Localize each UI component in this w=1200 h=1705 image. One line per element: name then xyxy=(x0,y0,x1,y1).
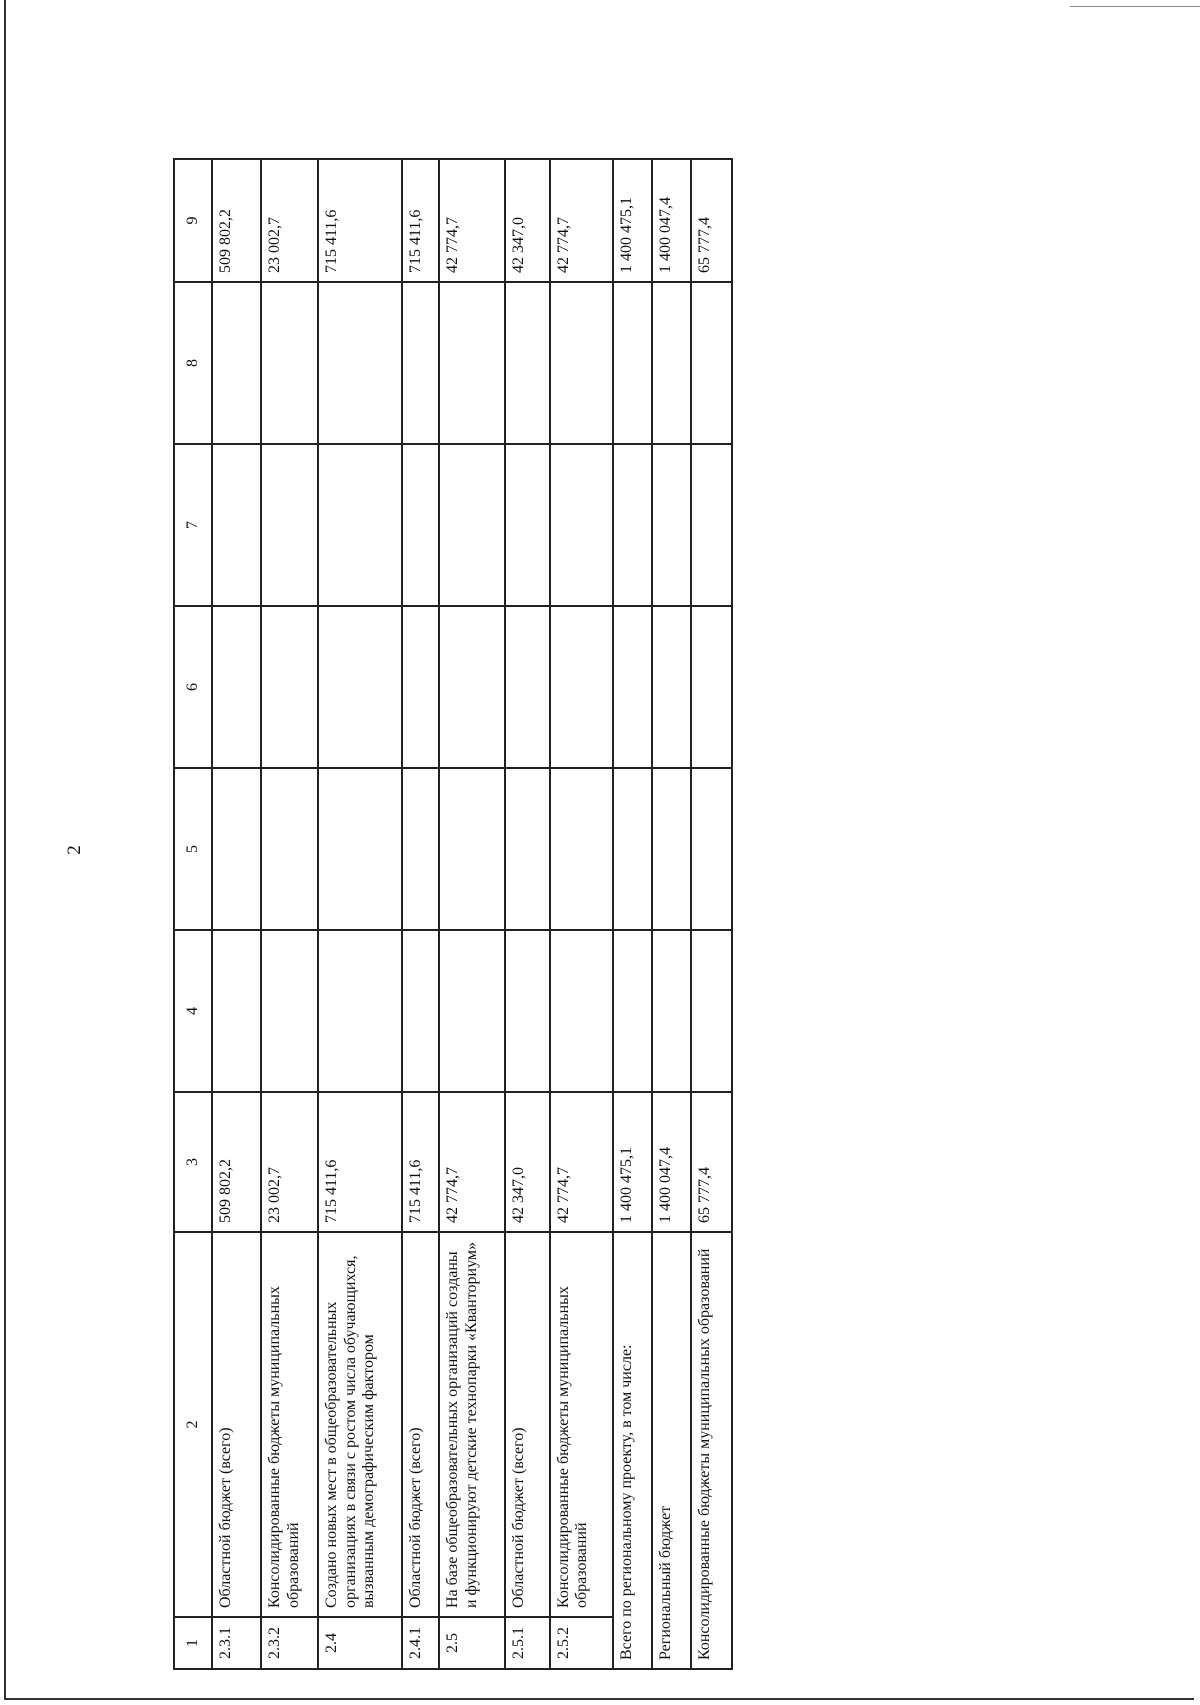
column-header: 3 xyxy=(174,1092,212,1232)
empty-cell xyxy=(212,606,261,768)
column-header: 2 xyxy=(174,1232,212,1617)
empty-cell xyxy=(402,768,439,930)
empty-cell xyxy=(613,768,652,930)
empty-cell xyxy=(652,606,691,768)
empty-cell xyxy=(318,768,402,930)
row-name: Областной бюджет (всего) xyxy=(505,1232,550,1617)
summary-total: 1 400 047,4 xyxy=(652,1092,691,1232)
empty-cell xyxy=(212,282,261,444)
empty-cell xyxy=(691,930,732,1092)
summary-name: Консолидированные бюджеты муниципальных образований xyxy=(691,1232,732,1669)
table-row xyxy=(505,159,550,1669)
column-header: 8 xyxy=(174,282,212,444)
empty-cell xyxy=(318,930,402,1092)
empty-cell xyxy=(505,282,550,444)
empty-cell xyxy=(613,444,652,606)
empty-cell xyxy=(439,930,505,1092)
empty-cell xyxy=(550,930,613,1092)
column-header: 1 xyxy=(174,1617,212,1669)
empty-cell xyxy=(505,930,550,1092)
row-col9: 23 002,7 xyxy=(261,159,318,282)
row-total: 23 002,7 xyxy=(261,1092,318,1232)
empty-cell xyxy=(439,282,505,444)
row-col9: 715 411,6 xyxy=(402,159,439,282)
row-col9: 42 347,0 xyxy=(505,159,550,282)
summary-name: Региональный бюджет xyxy=(652,1232,691,1669)
empty-cell xyxy=(318,444,402,606)
empty-cell xyxy=(691,606,732,768)
empty-cell xyxy=(613,930,652,1092)
column-number-row xyxy=(174,159,212,1669)
empty-cell xyxy=(652,930,691,1092)
empty-cell xyxy=(212,930,261,1092)
empty-cell xyxy=(691,282,732,444)
column-header: 5 xyxy=(174,768,212,930)
empty-cell xyxy=(402,930,439,1092)
empty-cell xyxy=(318,282,402,444)
summary-total: 1 400 475,1 xyxy=(613,1092,652,1232)
row-total: 42 347,0 xyxy=(505,1092,550,1232)
page-number xyxy=(60,830,90,870)
empty-cell xyxy=(613,606,652,768)
empty-cell xyxy=(691,444,732,606)
column-header: 9 xyxy=(174,159,212,282)
row-code: 2.5 xyxy=(439,1617,505,1669)
summary-row xyxy=(652,159,691,1669)
row-name: На базе общеобразовательных организаций созданы и функционируют детские технопарки «Кванториум» xyxy=(439,1232,505,1617)
row-total: 509 802,2 xyxy=(212,1092,261,1232)
row-col9: 42 774,7 xyxy=(439,159,505,282)
empty-cell xyxy=(691,768,732,930)
scan-artifact-line xyxy=(1070,6,1200,7)
table-row xyxy=(439,159,505,1669)
empty-cell xyxy=(261,282,318,444)
empty-cell xyxy=(318,606,402,768)
summary-row xyxy=(613,159,652,1669)
empty-cell xyxy=(402,606,439,768)
empty-cell xyxy=(652,444,691,606)
empty-cell xyxy=(550,282,613,444)
budget-table-rotated xyxy=(173,160,733,1670)
column-header: 4 xyxy=(174,930,212,1092)
empty-cell xyxy=(550,606,613,768)
summary-row xyxy=(691,159,732,1669)
row-name: Создано новых мест в общеобразовательных организациях в связи с ростом числа обучающихся, вызванным демографическим фактором xyxy=(318,1232,402,1617)
table-row xyxy=(261,159,318,1669)
empty-cell xyxy=(439,444,505,606)
empty-cell xyxy=(212,768,261,930)
column-header: 6 xyxy=(174,606,212,768)
column-header: 7 xyxy=(174,444,212,606)
empty-cell xyxy=(212,444,261,606)
table-row xyxy=(212,159,261,1669)
row-total: 715 411,6 xyxy=(402,1092,439,1232)
summary-col9: 1 400 047,4 xyxy=(652,159,691,282)
row-col9: 509 802,2 xyxy=(212,159,261,282)
row-code: 2.4 xyxy=(318,1617,402,1669)
empty-cell xyxy=(402,282,439,444)
row-code: 2.3.1 xyxy=(212,1617,261,1669)
row-code: 2.5.2 xyxy=(550,1617,613,1669)
empty-cell xyxy=(261,444,318,606)
empty-cell xyxy=(261,930,318,1092)
empty-cell xyxy=(261,606,318,768)
row-code: 2.3.2 xyxy=(261,1617,318,1669)
empty-cell xyxy=(505,606,550,768)
empty-cell xyxy=(439,606,505,768)
empty-cell xyxy=(261,768,318,930)
empty-cell xyxy=(550,768,613,930)
summary-name: Всего по региональному проекту, в том числе: xyxy=(613,1232,652,1669)
empty-cell xyxy=(613,282,652,444)
row-total: 42 774,7 xyxy=(550,1092,613,1232)
empty-cell xyxy=(505,444,550,606)
row-code: 2.4.1 xyxy=(402,1617,439,1669)
row-name: Областной бюджет (всего) xyxy=(212,1232,261,1617)
row-total: 42 774,7 xyxy=(439,1092,505,1232)
row-total: 715 411,6 xyxy=(318,1092,402,1232)
row-col9: 42 774,7 xyxy=(550,159,613,282)
row-name: Консолидированные бюджеты муниципальных образований xyxy=(261,1232,318,1617)
table-row xyxy=(550,159,613,1669)
empty-cell xyxy=(652,282,691,444)
empty-cell xyxy=(439,768,505,930)
row-name: Консолидированные бюджеты муниципальных образований xyxy=(550,1232,613,1617)
table-row xyxy=(318,159,402,1669)
summary-col9: 1 400 475,1 xyxy=(613,159,652,282)
table-row xyxy=(402,159,439,1669)
empty-cell xyxy=(402,444,439,606)
row-name: Областной бюджет (всего) xyxy=(402,1232,439,1617)
summary-total: 65 777,4 xyxy=(691,1092,732,1232)
summary-col9: 65 777,4 xyxy=(691,159,732,282)
row-code: 2.5.1 xyxy=(505,1617,550,1669)
empty-cell xyxy=(505,768,550,930)
row-col9: 715 411,6 xyxy=(318,159,402,282)
empty-cell xyxy=(550,444,613,606)
empty-cell xyxy=(652,768,691,930)
budget-table xyxy=(173,158,733,1670)
page-number-text: 2 xyxy=(64,845,85,855)
